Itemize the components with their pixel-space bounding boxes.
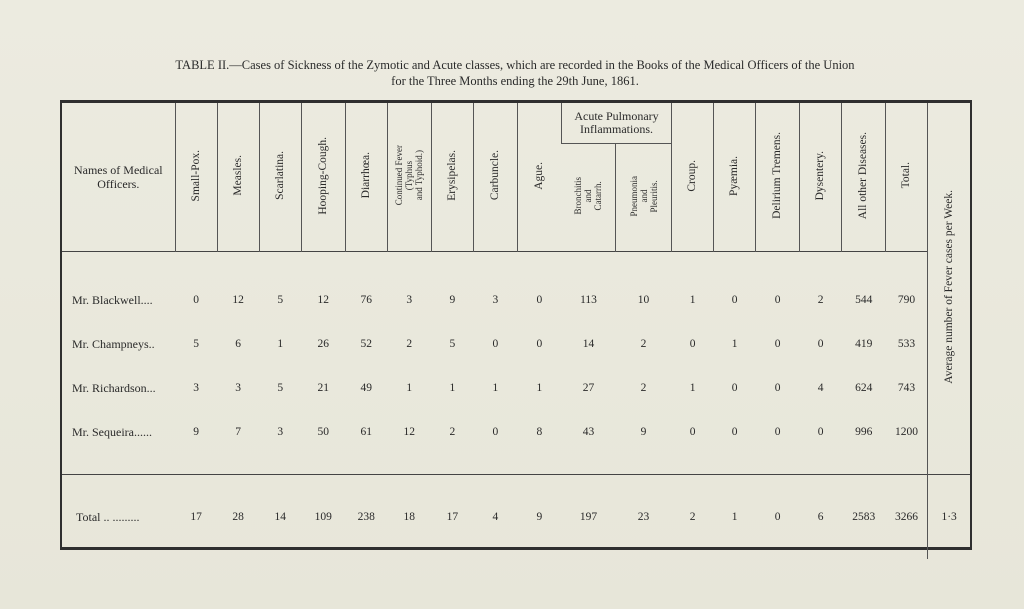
- cell: 0: [817, 426, 824, 438]
- cell: 0: [492, 338, 499, 350]
- cell: 2: [640, 382, 647, 394]
- header-pyaemia: Pyæmia.: [714, 103, 756, 252]
- sickness-table-frame: [60, 100, 972, 550]
- cell: 12: [317, 294, 329, 306]
- caption-line-1: TABLE II.—Cases of Sickness of the Zymotic and Acute classes, which are recorded in the Books of the Medical Officers of the Union: [175, 58, 855, 72]
- cell: 14: [259, 475, 301, 560]
- row-name: Mr. Champneys..: [72, 336, 155, 351]
- cell: 1200: [895, 426, 918, 438]
- cell: 113: [580, 294, 597, 306]
- cell: 3266: [886, 475, 928, 560]
- cell: 9: [193, 426, 199, 438]
- header-hooping-cough: Hooping-Cough.: [301, 103, 345, 252]
- cell: 1: [277, 338, 284, 350]
- cell: 52: [360, 338, 373, 350]
- caption-line-2: for the Three Months ending the 29th June, 1861.: [391, 74, 639, 88]
- cell: 238: [345, 475, 387, 560]
- header-ague: Ague.: [517, 103, 561, 252]
- cell: 109: [301, 475, 345, 560]
- cell: 0: [774, 382, 781, 394]
- cell: 3: [492, 294, 499, 306]
- cell: 10: [637, 294, 650, 306]
- cell: 28: [217, 475, 259, 560]
- cell: 197: [561, 475, 615, 560]
- cell: 3: [277, 426, 284, 438]
- cell: 419: [855, 338, 873, 350]
- cell: 9: [517, 475, 561, 560]
- cell: 4: [473, 475, 517, 560]
- cell: 0: [774, 426, 781, 438]
- header-all-other-diseases: All other Diseases.: [842, 103, 886, 252]
- header-total: Total.: [886, 103, 928, 252]
- cell: 0: [689, 426, 696, 438]
- header-erysipelas: Erysipelas.: [431, 103, 473, 252]
- header-carbuncle: Carbuncle.: [473, 103, 517, 252]
- total-label: Total .. .........: [62, 475, 175, 560]
- header-croup: Croup.: [672, 103, 714, 252]
- cell: 26: [317, 338, 329, 350]
- total-row: [62, 475, 970, 560]
- table-row: [62, 278, 970, 322]
- cell: 1: [689, 294, 696, 306]
- cell: 624: [855, 382, 873, 394]
- cell: 18: [387, 475, 431, 560]
- cell: 17: [175, 475, 217, 560]
- cell: 61: [360, 426, 373, 438]
- header-diarrhoea: Diarrhœa.: [345, 103, 387, 252]
- header-scarlatina: Scarlatina.: [259, 103, 301, 252]
- cell: 23: [616, 475, 672, 560]
- cell: 43: [582, 426, 595, 438]
- table-row: [62, 410, 970, 454]
- cell: 743: [897, 382, 916, 394]
- cell: 2: [817, 294, 824, 306]
- header-measles: Measles.: [217, 103, 259, 252]
- cell: 9: [449, 294, 456, 306]
- cell: 5: [449, 338, 456, 350]
- header-names: Names of Medical Officers.: [73, 163, 163, 191]
- row-name: Mr. Sequeira......: [72, 424, 152, 439]
- cell: 533: [897, 338, 916, 350]
- table-row: [62, 366, 970, 410]
- cell: 0: [817, 338, 824, 350]
- sickness-table: [62, 103, 970, 559]
- cell: 0: [731, 426, 738, 438]
- cell: 21: [317, 382, 329, 394]
- cell: 5: [193, 338, 199, 350]
- cell: 27: [582, 382, 595, 394]
- cell: 3: [193, 382, 199, 394]
- cell: 3: [235, 382, 242, 394]
- cell: 0: [774, 294, 781, 306]
- cell: 0: [193, 294, 199, 306]
- header-delirium-tremens: Delirium Tremens.: [756, 103, 800, 252]
- cell: 544: [855, 294, 873, 306]
- cell: 2: [672, 475, 714, 560]
- cell: 1: [449, 382, 456, 394]
- cell: 1: [714, 475, 756, 560]
- header-acute-pulmonary: Acute Pulmonary Inflammations.: [561, 103, 671, 144]
- cell: 5: [277, 382, 284, 394]
- row-name: Mr. Blackwell....: [72, 292, 153, 307]
- cell: 0: [731, 294, 738, 306]
- cell: 50: [317, 426, 329, 438]
- cell: 0: [536, 294, 543, 306]
- cell: 2: [406, 338, 413, 350]
- cell: 4: [817, 382, 824, 394]
- cell: 1: [406, 382, 413, 394]
- table-row: [62, 322, 970, 366]
- cell: 49: [360, 382, 373, 394]
- cell: 2: [640, 338, 647, 350]
- row-name: Mr. Richardson...: [72, 380, 156, 395]
- cell: 0: [689, 338, 696, 350]
- cell: 6: [235, 338, 242, 350]
- header-small-pox: Small-Pox.: [175, 103, 217, 252]
- cell: 1: [731, 338, 738, 350]
- cell: 2: [449, 426, 456, 438]
- cell: 7: [235, 426, 242, 438]
- cell: 76: [360, 294, 373, 306]
- cell: 14: [582, 338, 595, 350]
- cell: 0: [731, 382, 738, 394]
- cell: 790: [897, 294, 916, 306]
- header-pneumonia: Pneumonia and Pleuritis.: [616, 144, 672, 252]
- table-caption: [100, 57, 930, 89]
- cell: 12: [232, 294, 244, 306]
- header-bronchitis: Bronchitis and Catarrh.: [573, 177, 604, 215]
- cell: 0: [756, 475, 800, 560]
- header-continued-fever: Continued Fever (Typhus and Typhoid.): [387, 103, 431, 252]
- cell: 0: [774, 338, 781, 350]
- cell: 8: [536, 426, 543, 438]
- cell: 1: [536, 382, 543, 394]
- cell: 6: [800, 475, 842, 560]
- cell: 1: [689, 382, 696, 394]
- cell: 0: [492, 426, 499, 438]
- cell: 996: [855, 426, 873, 438]
- header-dysentery: Dysentery.: [800, 103, 842, 252]
- cell: 3: [406, 294, 413, 306]
- header-average-fever: Average number of Fever cases per Week.: [928, 103, 970, 475]
- cell: 12: [403, 426, 416, 438]
- cell: 9: [640, 426, 647, 438]
- cell: 0: [536, 338, 543, 350]
- cell: 5: [277, 294, 284, 306]
- average-fever-value: 1·3: [928, 475, 970, 560]
- cell: 17: [431, 475, 473, 560]
- cell: 1: [492, 382, 499, 394]
- cell: 2583: [842, 475, 886, 560]
